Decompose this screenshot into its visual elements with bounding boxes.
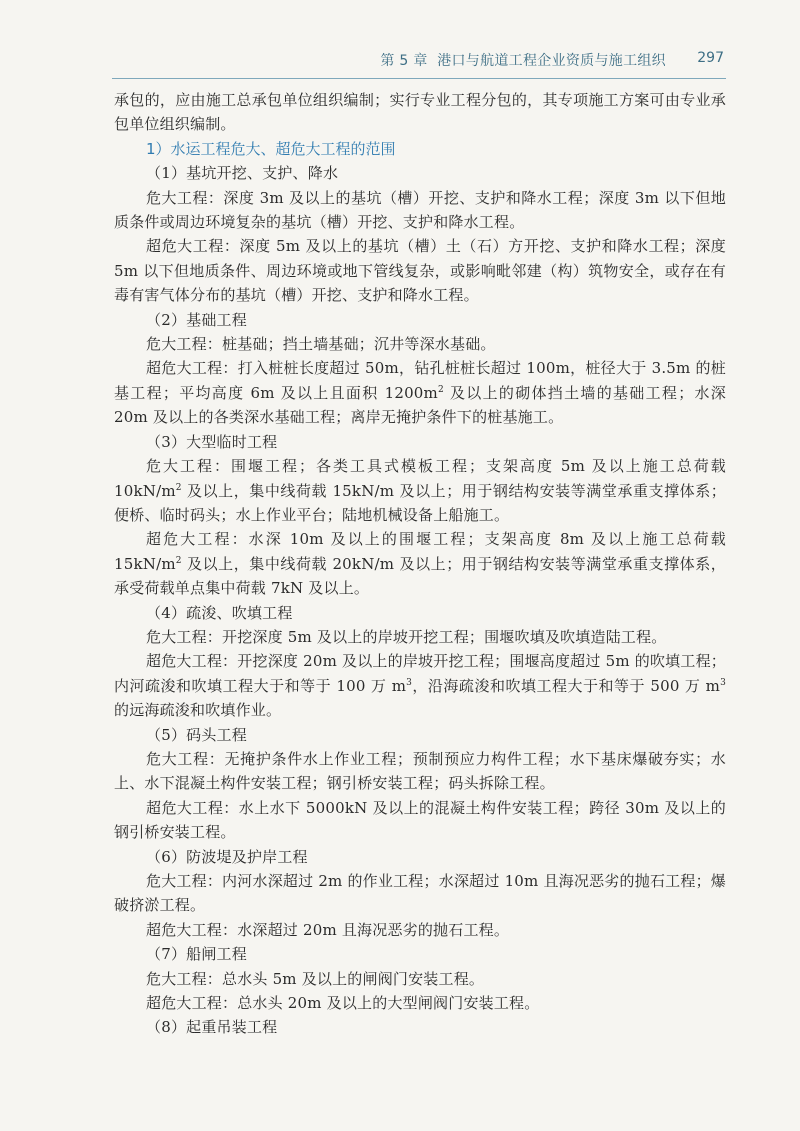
chapter-title <box>380 50 666 70</box>
paragraph: 危大工程：内河水深超过 2m 的作业工程；水深超过 10m 且海况恶劣的抛石工程；爆破挤淤工程。 <box>114 872 726 915</box>
paragraph: 危大工程：围堰工程；各类工具式模板工程；支架高度 5m 及以上施工总荷载 $10kN/m^2$ 及以上，集中线荷载 15kN/m 及以上；用于钢结构安装等满堂承重支撑体系；便桥、临时码头；水上作业平台；陆地机械设备上船施工。 <box>114 457 726 524</box>
paragraph: 危大工程：桩基础；挡土墙基础；沉井等深水基础。 <box>146 335 496 354</box>
paragraph: 超危大工程：水上水下 5000kN 及以上的混凝土构件安装工程；跨径 30m 及以上的钢引桥安装工程。 <box>114 798 726 842</box>
paragraph: 超危大工程：水深 10m 及以上的围堰工程；支架高度 8m 及以上施工总荷载 $15kN/m^2$ 及以上，集中线荷载 20kN/m 及以上；用于钢结构安装等满堂承重支撑体系，承受荷载单点集中荷载 7kN 及以上。 <box>114 530 726 598</box>
chapter-number: 第 5 章 <box>380 53 428 69</box>
paragraph: 超危大工程：水深超过 20m 且海况恶劣的抛石工程。 <box>146 920 510 939</box>
subsection-heading: （7）船闸工程 <box>146 945 247 964</box>
page-body <box>114 88 726 1040</box>
page-number: 297 <box>697 50 724 66</box>
paragraph: 危大工程：开挖深度 5m 及以上的岸坡开挖工程；围堰吹填及吹填造陆工程。 <box>146 627 667 646</box>
paragraph: 危大工程：深度 3m 及以上的基坑（槽）开挖、支护和降水工程；深度 3m 以下但地质条件或周边环境复杂的基坑（槽）开挖、支护和降水工程。 <box>114 188 726 232</box>
running-header <box>112 48 726 79</box>
paragraph: 超危大工程：开挖深度 20m 及以上的岸坡开挖工程；围堰高度超过 5m 的吹填工程；内河疏浚和吹填工程大于和等于 100 万 $m^3$，沿海疏浚和吹填工程大于和等于 500 万 $m^3$ 的远海疏浚和吹填作业。 <box>114 652 727 720</box>
chapter-name: 港口与航道工程企业资质与施工组织 <box>437 53 666 69</box>
subsection-heading: （2）基础工程 <box>146 310 247 329</box>
paragraph: 超危大工程：深度 5m 及以上的基坑（槽）土（石）方开挖、支护和降水工程；深度 5m 以下但地质条件、周边环境或地下管线复杂，或影响毗邻建（构）筑物安全，或存在有毒有害气体分布的基坑（槽）开挖、支护和降水工程。 <box>114 237 726 305</box>
subsection-heading: （3）大型临时工程 <box>146 432 278 451</box>
subsection-heading: （1）基坑开挖、支护、降水 <box>146 164 339 183</box>
subsection-heading: （8）起重吊装工程 <box>146 1018 278 1037</box>
paragraph: 超危大工程：打入桩桩长度超过 50m，钻孔桩桩长超过 100m，桩径大于 3.5m 的桩基工程；平均高度 6m 及以上且面积 $1200m^2$ 及以上的砌体挡土墙的基础工程；水深 20m 及以上的各类深水基础工程；离岸无掩护条件下的桩基施工。 <box>114 359 726 427</box>
paragraph: 危大工程：总水头 5m 及以上的闸阀门安装工程。 <box>146 969 485 988</box>
section-heading: 1）水运工程危大、超危大工程的范围 <box>146 139 396 158</box>
subsection-heading: （5）码头工程 <box>146 725 247 744</box>
continued-paragraph: 承包的，应由施工总承包单位组织编制；实行专业工程分包的，其专项施工方案可由专业承包单位组织编制。 <box>114 91 726 134</box>
subsection-heading: （6）防波堤及护岸工程 <box>146 847 308 866</box>
paragraph: 超危大工程：总水头 20m 及以上的大型闸阀门安装工程。 <box>146 994 540 1013</box>
paragraph: 危大工程：无掩护条件水上作业工程；预制预应力构件工程；水下基床爆破夯实；水上、水下混凝土构件安装工程；钢引桥安装工程；码头拆除工程。 <box>114 749 726 793</box>
subsection-heading: （4）疏浚、吹填工程 <box>146 603 293 622</box>
